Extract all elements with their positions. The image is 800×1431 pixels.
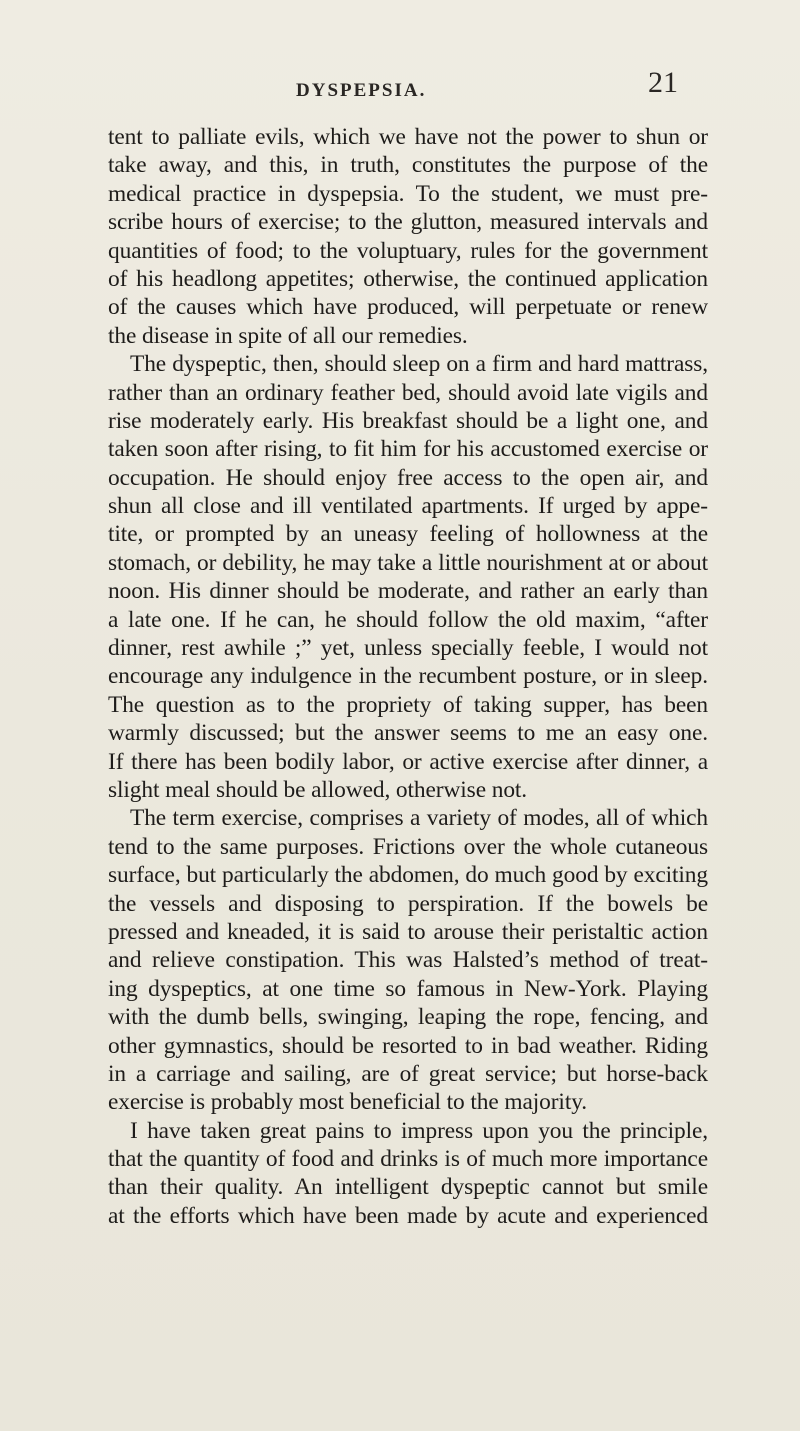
text-line: The question as to the propriety of taking supper, has been [108,691,708,718]
text-line: shun all close and ill ventilated apartments. If urged by appe- [108,493,708,520]
text-line: noon. His dinner should be moderate, and rather an early than [108,578,708,605]
text-line: rather than an ordinary feather bed, should avoid late vigils and [108,379,708,406]
text-line: other gymnastics, should be resorted to in bad weather. Riding [108,1032,708,1059]
text-line: the disease in spite of all our remedies. [108,322,468,349]
page-header [108,66,708,116]
page-number: 21 [648,66,678,99]
text-line: take away, and this, in truth, constitutes the purpose of the [108,152,708,179]
text-line: with the dumb bells, swinging, leaping the rope, fencing, and [108,1004,708,1031]
text-line: medical practice in dyspepsia. To the student, we must pre- [108,180,708,207]
text-line: slight meal should be allowed, otherwise not. [108,776,528,803]
text-line: tend to the same purposes. Frictions over the whole cutaneous [108,833,708,860]
text-line: tent to palliate evils, which we have not the power to shun or [108,124,708,150]
text-line: the vessels and disposing to perspiration. If the bowels be [108,890,708,917]
text-line: If there has been bodily labor, or active exercise after dinner, a [108,748,708,775]
text-line: tite, or prompted by an uneasy feeling of hollowness at the [108,521,708,548]
text-line: in a carriage and sailing, are of great service; but horse-back [108,1060,708,1087]
text-line: exercise is probably most beneficial to the majority. [108,1089,588,1116]
text-line: a late one. If he can, he should follow the old maxim, “after [108,606,708,633]
text-line: that the quantity of food and drinks is of much more importance [108,1146,708,1173]
text-line: of his headlong appetites; otherwise, the continued application [108,265,708,292]
running-head: DYSPEPSIA. [296,80,427,101]
text-line: scribe hours of exercise; to the glutton, measured intervals and [108,209,708,236]
text-line: ing dyspeptics, at one time so famous in New-York. Playing [108,975,708,1002]
text-line: of the causes which have produced, will perpetuate or renew [108,294,708,321]
text-line: dinner, rest awhile ;” yet, unless specially feeble, I would not [108,635,708,662]
text-line: The dyspeptic, then, should sleep on a firm and hard mattrass, [130,351,708,378]
body-text [108,123,708,1230]
text-line: than their quality. An intelligent dyspeptic cannot but smile [108,1174,708,1201]
text-line: surface, but particularly the abdomen, do much good by exciting [108,862,708,889]
text-line: warmly discussed; but the answer seems to me an easy one. [108,720,708,747]
text-line: stomach, or debility, he may take a little nourishment at or about [108,549,708,576]
text-line: occupation. He should enjoy free access to the open air, and [108,464,708,491]
text-line: quantities of food; to the voluptuary, rules for the government [108,237,708,264]
text-line: and relieve constipation. This was Halsted’s method of treat- [108,947,708,974]
text-line: The term exercise, comprises a variety of modes, all of which [130,805,708,832]
text-line: pressed and kneaded, it is said to arouse their peristaltic action [108,918,708,945]
text-line: at the efforts which have been made by acute and experienced [108,1202,708,1229]
text-line: taken soon after rising, to fit him for his accustomed exercise or [108,436,708,463]
text-line: I have taken great pains to impress upon you the principle, [130,1117,708,1144]
text-line: rise moderately early. His breakfast should be a light one, and [108,407,708,434]
text-line: encourage any indulgence in the recumbent posture, or in sleep. [108,663,708,690]
